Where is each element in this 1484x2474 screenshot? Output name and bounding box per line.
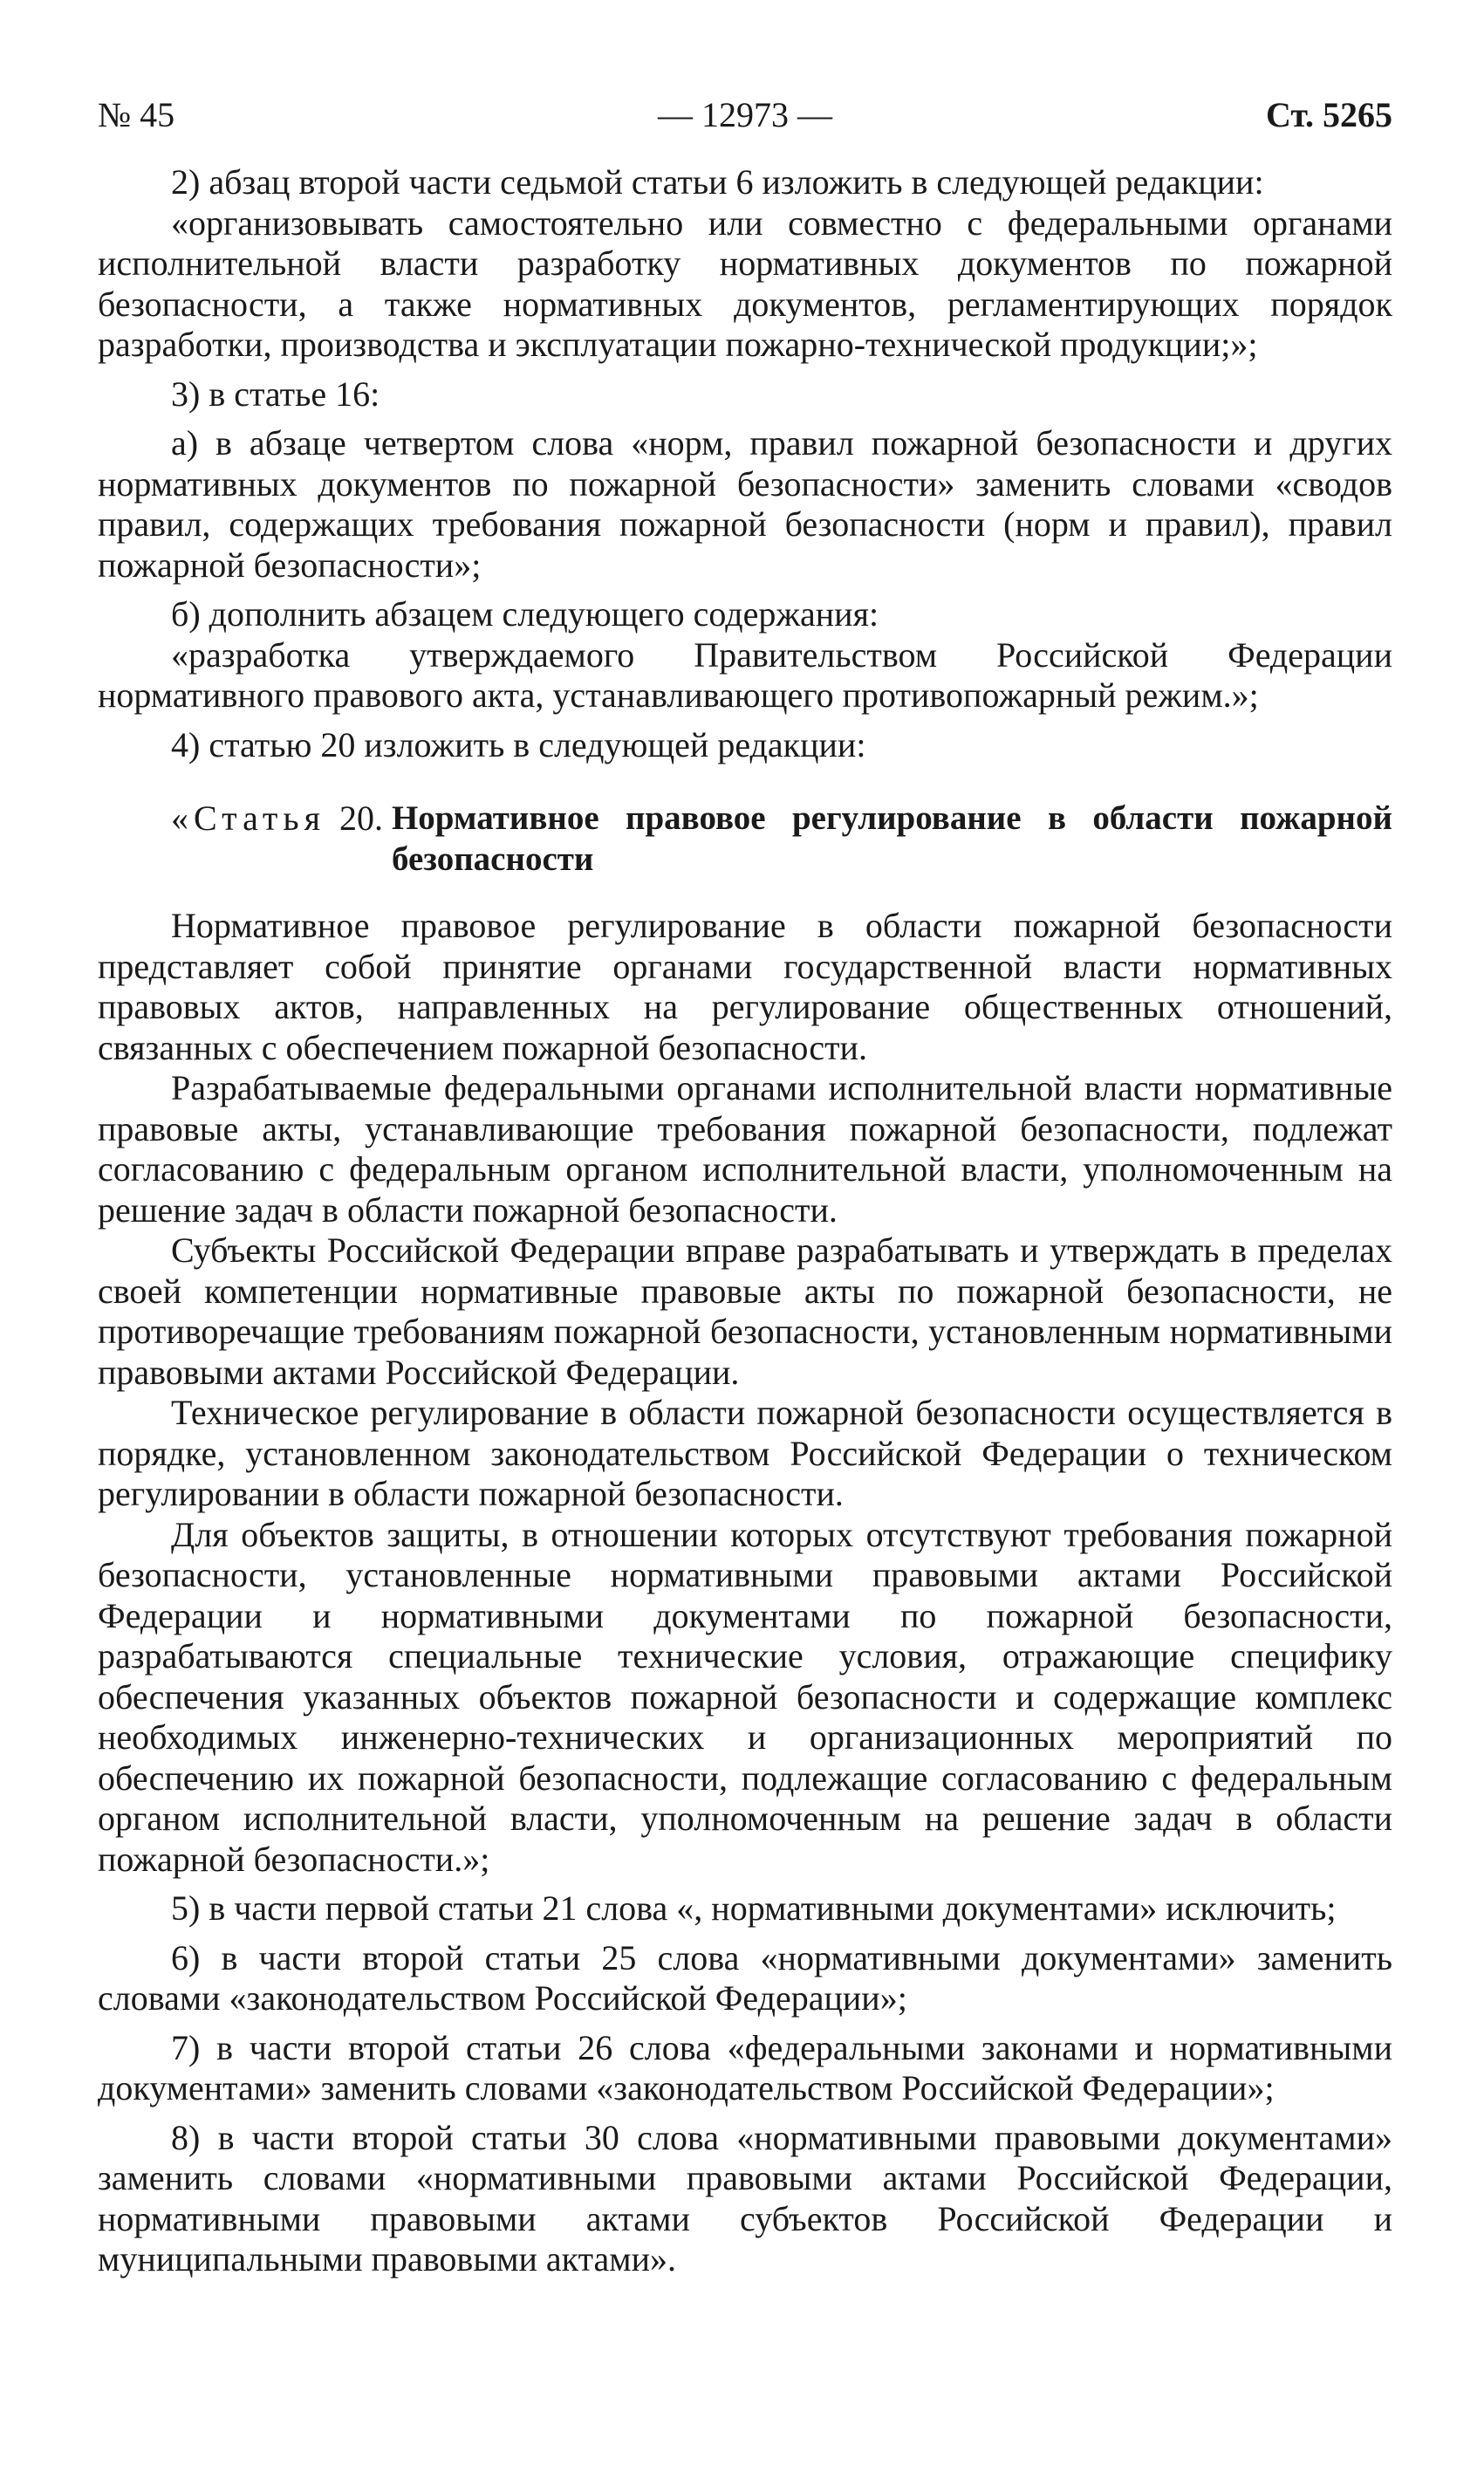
article-number: 20. [339,798,383,838]
article-title: Нормативное правовое регулирование в области пожарной безопасности [391,799,1392,878]
paragraph: б) дополнить абзацем следующего содержания: [171,594,879,634]
paragraph: 6) в части второй статьи 25 слова «нормативными документами» заменить словами «законодательством Российской Федерации»; [98,1937,1392,2018]
paragraph: Нормативное правовое регулирование в области пожарной безопасности представляет собой принятие органами государственной власти нормативных правовых актов, направленных на регулирование общественных отношений, связанных с обеспечением пожарной безопасности. [98,906,1392,1067]
paragraph: 3) в статье 16: [171,373,380,414]
paragraph: 4) статью 20 изложить в следующей редакции: [171,724,866,764]
article-label-text: «Статья [171,798,325,838]
paragraph: Субъекты Российской Федерации вправе разрабатывать и утверждать в пределах своей компетенции нормативные правовые акты по пожарной безопасности, не противоречащие требованиям пожарной безопасности, установленным нормативными правовыми актами Российской Федерации. [98,1230,1392,1392]
paragraph: Для объектов защиты, в отношении которых отсутствуют требования пожарной безопасности, установленные нормативными правовыми актами Российской Федерации и нормативными документами по пожарной безопасности, разрабатываются специальные технические условия, отражающие специфику обеспечения указанных объектов пожарной безопасности и содержащие комплекс необходимых инженерно-технических и организационных мероприятий по обеспечению их пожарной безопасности, подлежащие согласованию с федеральным органом исполнительной власти, уполномоченным на решение задач в области пожарной безопасности.»; [98,1514,1392,1879]
article-reference: Ст. 5265 [1266,95,1392,134]
paragraph: «разработка утверждаемого Правительством Российской Федерации нормативного правового акта, устанавливающего противопожарный режим.»; [98,634,1392,715]
article-label [171,798,383,880]
document-body [98,162,1392,2280]
page-number: — 12973 — [658,95,832,134]
paragraph: а) в абзаце четвертом слова «норм, правил пожарной безопасности и других нормативных документов по пожарной безопасности» заменить словами «сводов правил, содержащих требования пожарной безопасности (норм и правил), правил пожарной безопасности»; [98,423,1392,585]
paragraph: 2) абзац второй части седьмой статьи 6 изложить в следующей редакции: [171,162,1264,202]
paragraph: 8) в части второй статьи 30 слова «нормативными правовыми документами» заменить словами «нормативными правовыми актами Российской Федерации, нормативными правовыми актами субъектов Российской Федерации и муниципальными правовыми актами». [98,2117,1392,2279]
issue-number: № 45 [98,95,175,134]
paragraph: 7) в части второй статьи 26 слова «федеральными законами и нормативными документами» заменить словами «законодательством Российской Федерации»; [98,2027,1392,2107]
paragraph: «организовывать самостоятельно или совместно с федеральными органами исполнительной власти разработку нормативных документов по пожарной безопасности, а также нормативных документов, регламентирующих порядок разработки, производства и эксплуатации пожарно-технической продукции;»; [98,202,1392,364]
document-page [98,87,1392,2280]
paragraph: 5) в части первой статьи 21 слова «, нормативными документами» исключить; [171,1888,1337,1928]
article-heading [98,798,1392,880]
paragraph: Техническое регулирование в области пожарной безопасности осуществляется в порядке, установленном законодательством Российской Федерации о техническом регулировании в области пожарной безопасности. [98,1393,1392,1513]
amendments-after [98,906,1392,2280]
page-header [98,87,1392,143]
amendments-before [98,162,1392,765]
paragraph: Разрабатываемые федеральными органами исполнительной власти нормативные правовые акты, устанавливающие требования пожарной безопасности, подлежат согласованию с федеральным органом исполнительной власти, уполномоченным на решение задач в области пожарной безопасности. [98,1068,1392,1230]
